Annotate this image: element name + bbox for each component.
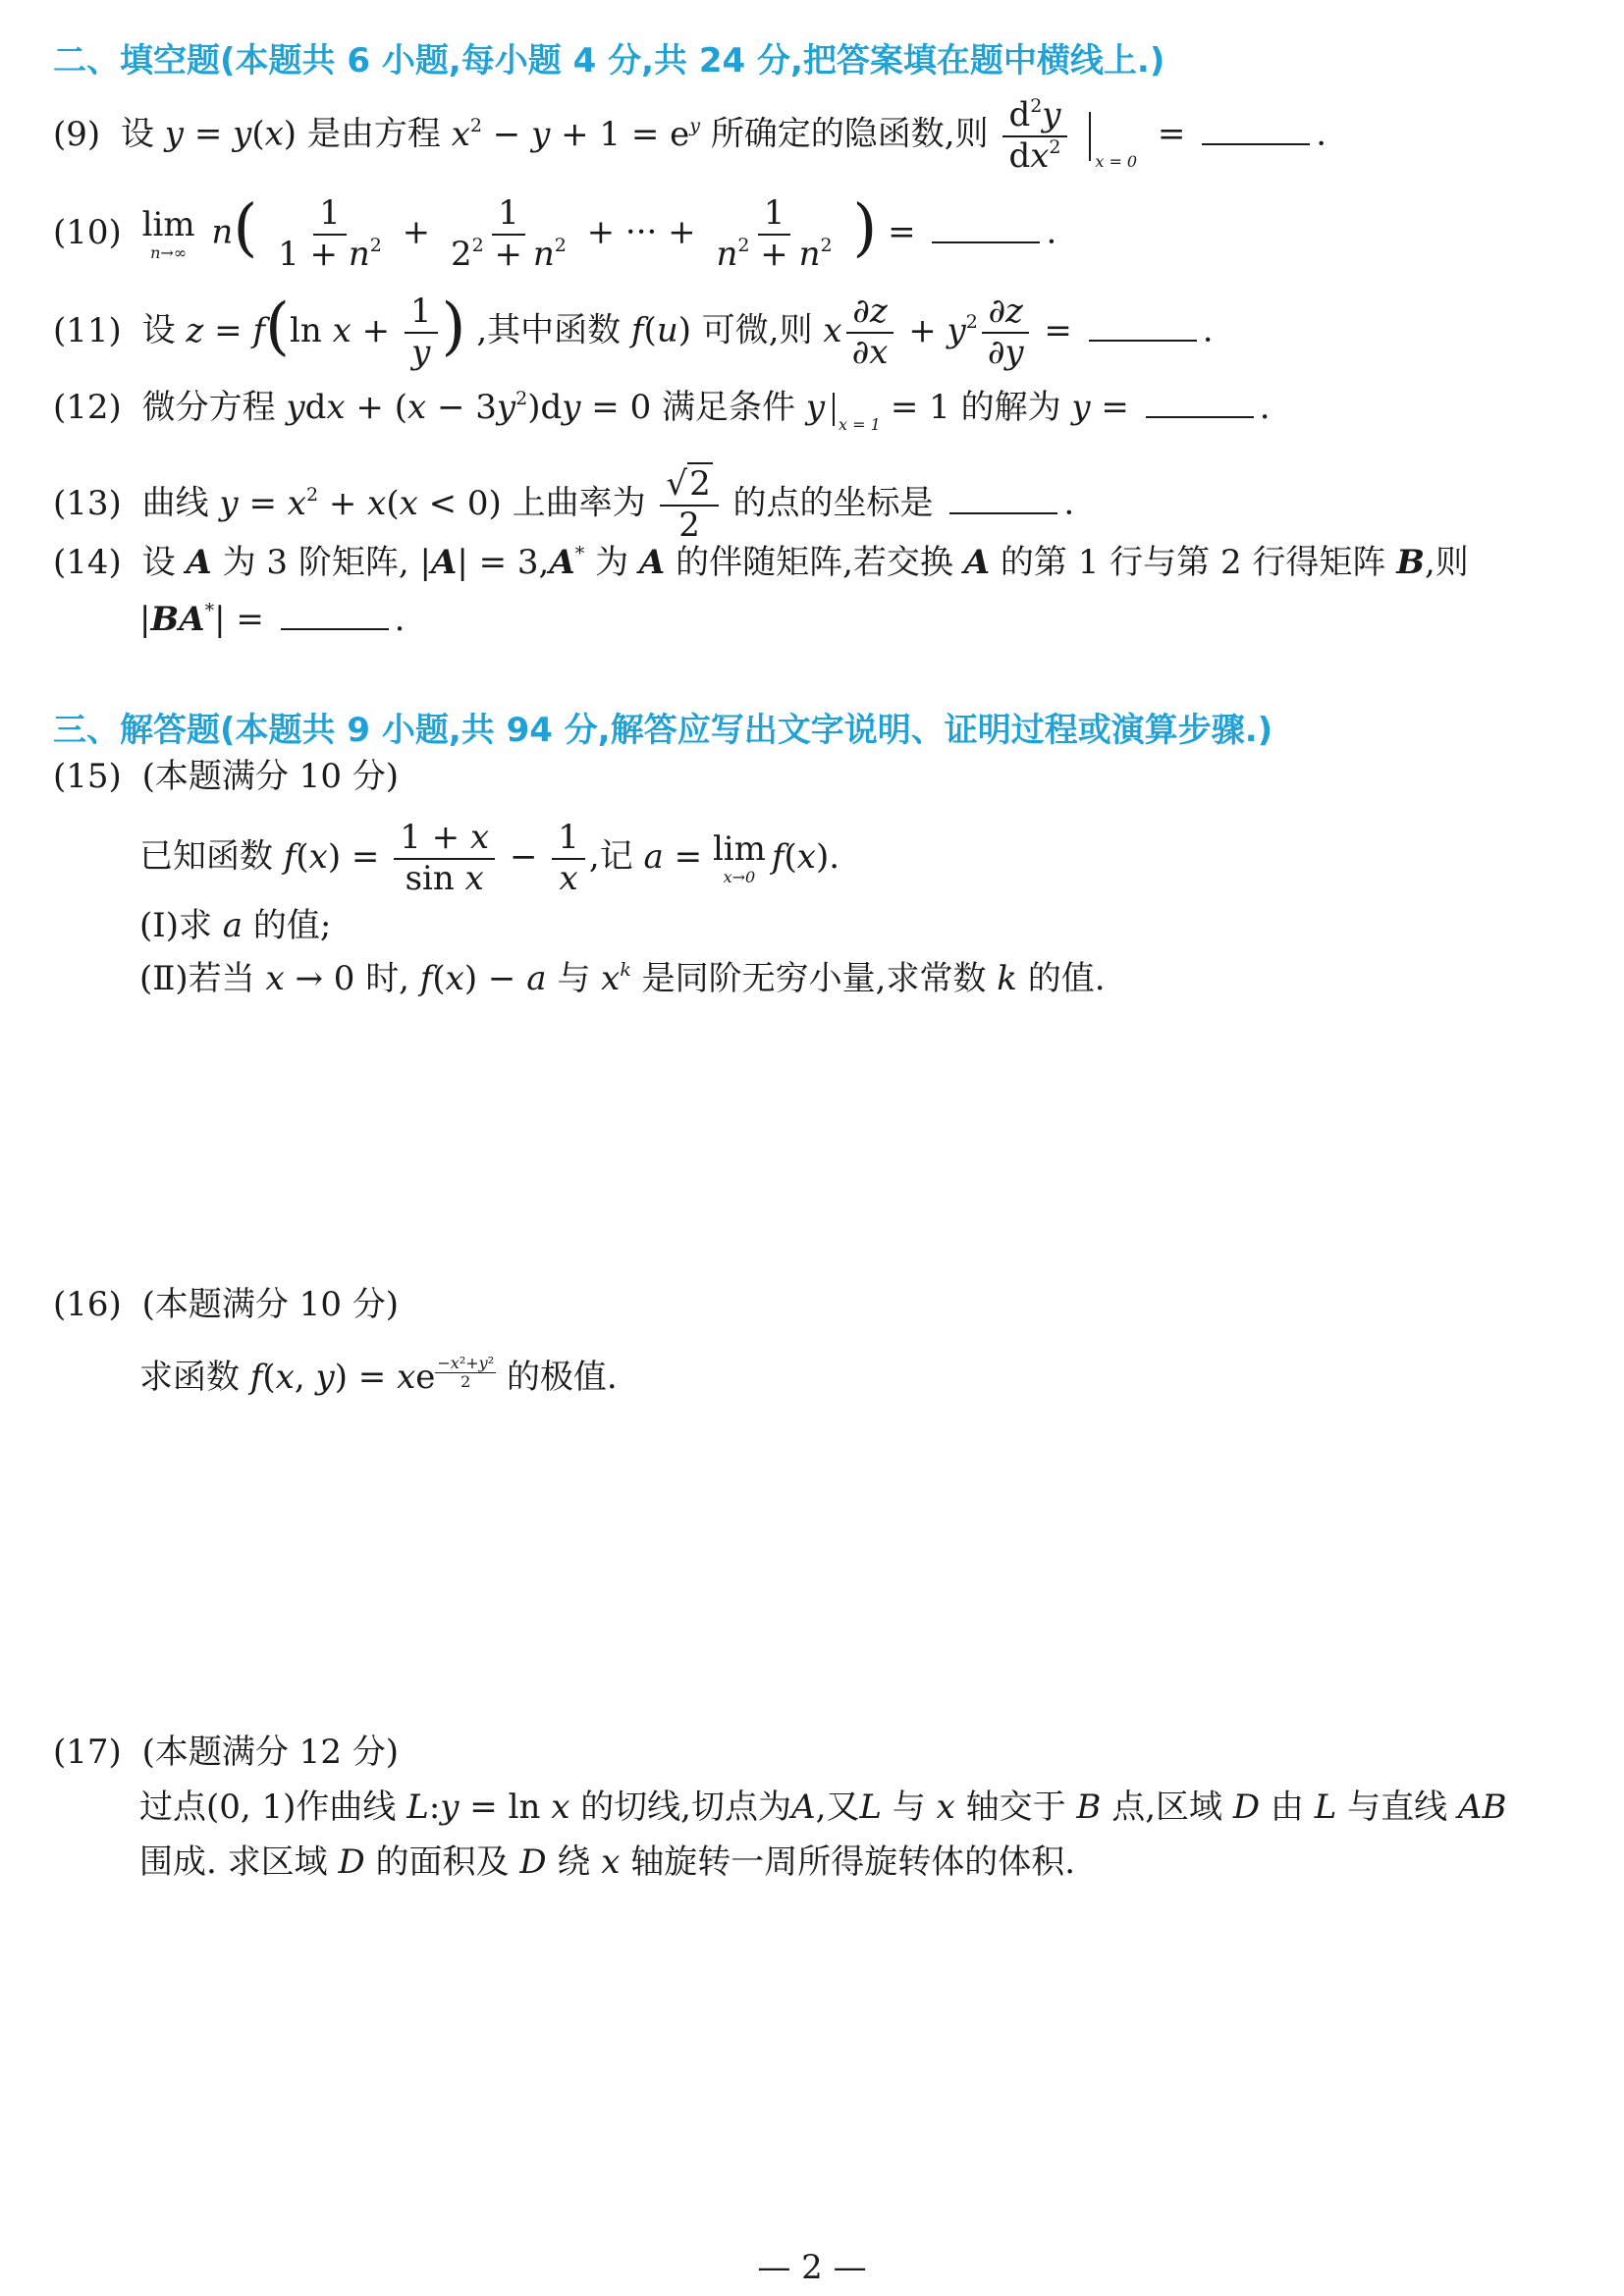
math: $x^2 - y + 1 = e^y$ [451, 114, 700, 154]
math: = 1 [890, 388, 961, 427]
evaluation-bar [833, 393, 835, 426]
math: f(x) = $\frac{1 + x}{\text{sin x}}$ − $\frac{1}{x}$ [284, 837, 589, 877]
question-17-line-1: 过点(0, 1)作曲线 L:y = ln x 的切线,切点为A,又L 与 x 轴交于 B 点,区域 D 由 L 与直线 AB [139, 1788, 1507, 1827]
question-number: (15) [53, 757, 122, 796]
math: f(x) − a [419, 959, 547, 998]
question-text: 的面积及 [375, 1842, 510, 1882]
fraction: $\frac{1}{1 + n^2}$ [278, 193, 382, 274]
question-text: 设 [141, 543, 176, 582]
score-note: (本题满分 12 分) [141, 1733, 400, 1772]
math: ydx + $(x - 3y^2)dy = 0$ [286, 388, 663, 427]
question-16-statement [139, 1354, 618, 1397]
equals: = [1157, 114, 1186, 154]
answer-blank[interactable] [1089, 312, 1197, 342]
answer-blank[interactable] [281, 601, 389, 630]
question-text: 的值; [252, 906, 332, 945]
question-text: ,又 [815, 1788, 860, 1827]
question-12 [53, 389, 1271, 433]
question-text: 求函数 [139, 1358, 240, 1397]
question-number: (16) [53, 1285, 122, 1324]
question-text: 轴旋转一周所得旋转体的体积. [630, 1842, 1076, 1882]
question-text: 由 [1270, 1788, 1304, 1827]
math: x $\frac{\partial z}{\partial x}$ + $y^2$ $\frac{\partial z}{\partial y}$ = [823, 292, 1072, 372]
question-15-statement [139, 818, 840, 898]
question-14-continued [139, 600, 406, 639]
math: $x^k$ [601, 959, 631, 998]
question-text: 时, [365, 959, 409, 998]
question-13 [53, 464, 1075, 545]
question-text: 轴交于 [965, 1788, 1066, 1827]
question-text: 微分方程 [141, 388, 276, 427]
answer-blank[interactable] [949, 485, 1057, 514]
answer-blank[interactable] [932, 214, 1040, 243]
question-text: 满足条件 [662, 388, 796, 427]
question-text: 已知函数 [139, 836, 273, 877]
question-text: 绕 [557, 1842, 591, 1882]
second-derivative-fraction: $\frac{d^2y}{dx^2}$ [1002, 98, 1066, 174]
question-number: (9) [53, 114, 101, 154]
period: . [1202, 310, 1214, 350]
score-note: (本题满分 10 分) [141, 1285, 400, 1324]
question-number: (10) [53, 212, 122, 252]
period: . [394, 600, 406, 639]
question-15-part-2: (Ⅱ)若当 x → 0 时, f(x) − a 与 $x^k$ 是同阶无穷小量,求常数 k 的值. [139, 959, 1106, 998]
question-text: 与 [892, 1788, 926, 1827]
question-text: 的点的坐标是 [732, 483, 934, 523]
question-text: 是同阶无穷小量,求常数 [641, 959, 987, 998]
question-text: (Ⅰ)求 [139, 906, 212, 945]
page-number: — 2 — [757, 2248, 867, 2287]
math: $y = x^2 + x(x < 0)$ [219, 483, 513, 523]
fraction: $\frac{1}{2^2 + n^2}$ [450, 193, 567, 274]
math: f(u) [630, 310, 702, 350]
question-9 [53, 95, 1327, 176]
fraction: $\frac{1}{n^2 + n^2}$ [716, 193, 833, 274]
question-text: 是由方程 [306, 114, 441, 154]
math: y = y(x) [164, 114, 307, 154]
math: a = lim x→0 f(x). [643, 828, 840, 886]
question-15-part-1: (Ⅰ)求 a 的值; [139, 906, 332, 945]
condition: x = 0 [1095, 151, 1138, 171]
answer-blank[interactable] [1202, 116, 1310, 145]
sqrt2-over-2: $\frac{√2}{2}$ [660, 467, 718, 543]
period: . [1259, 388, 1271, 427]
question-14: (14) 设 A 为 3 阶矩阵, |A| = 3,A* 为 A 的伴随矩阵,若交换 A 的第 1 行与第 2 行得矩阵 B,则 [53, 543, 1469, 582]
question-17-line-2: 围成. 求区域 D 的面积及 D 绕 x 轴旋转一周所得旋转体的体积. [139, 1842, 1076, 1882]
question-text: 的值. [1027, 959, 1106, 998]
question-text: 为 [595, 543, 629, 582]
question-text: 围成. 求区域 [139, 1842, 328, 1882]
question-text: ,记 [588, 836, 633, 877]
question-text: 为 3 阶矩阵, [222, 543, 409, 582]
question-text: 可微,则 [701, 310, 813, 350]
question-text: 过点(0, 1)作曲线 [139, 1788, 397, 1827]
evaluation-bar [1089, 112, 1091, 161]
math: |A| = 3,A* [419, 543, 585, 582]
question-text: 与直线 [1347, 1788, 1448, 1827]
question-17-header [53, 1733, 400, 1772]
limit-operator: lim n→∞ [141, 204, 195, 262]
section-title-fill-in: 二、填空题(本题共 6 小题,每小题 4 分,共 24 分,把答案填在题中横线上.) [53, 41, 1165, 80]
math: L:y = ln x [406, 1788, 570, 1827]
math: y [805, 388, 826, 427]
question-text: 的极值. [506, 1358, 618, 1397]
answer-blank[interactable] [1146, 389, 1254, 418]
question-15-header [53, 757, 400, 796]
question-number: (13) [53, 483, 122, 523]
question-number: (12) [53, 388, 122, 427]
question-number: (17) [53, 1733, 122, 1772]
question-11 [53, 290, 1214, 372]
question-text: ,则 [1424, 543, 1469, 582]
question-text: 的解为 [960, 388, 1061, 427]
question-text: ,其中函数 [476, 310, 622, 350]
score-note: (本题满分 10 分) [141, 757, 400, 796]
math: y = [1071, 388, 1129, 427]
question-text: 与 [557, 959, 591, 998]
period: . [1046, 212, 1057, 252]
question-text: 的切线,切点为 [580, 1788, 791, 1827]
question-text: 曲线 [141, 483, 209, 523]
question-text: 设 [120, 114, 154, 154]
math: z = f(ln x + $\frac{1}{y}$ ) [186, 290, 466, 372]
question-text: 的伴随矩阵,若交换 [676, 543, 953, 582]
condition: x = 1 [839, 415, 881, 434]
period: . [1063, 483, 1075, 523]
question-text: 所确定的隐函数,则 [710, 114, 989, 154]
period: . [1316, 114, 1327, 154]
math: |BA*| = [139, 600, 264, 639]
question-number: (11) [53, 310, 122, 350]
question-text: 设 [141, 310, 176, 350]
question-text: (Ⅱ)若当 [139, 959, 255, 998]
question-text: 点,区域 [1111, 1788, 1223, 1827]
section-title-solutions: 三、解答题(本题共 9 小题,共 94 分,解答应写出文字说明、证明过程或演算步骤.) [53, 711, 1273, 750]
question-10: (10) lim n→∞ n( $\frac{1}{1 + n^2}$ + $\frac{1}{2^2 + n^2}$ + ··· + $\frac{1}{n^2 + n^2}$ ) = . [53, 191, 1057, 274]
math: x → 0 [265, 959, 366, 998]
question-number: (14) [53, 543, 122, 582]
question-text: 上曲率为 [512, 483, 646, 523]
math: f(x, y) = xe $\frac{\text{−x²+y²}}{2}$ [249, 1354, 495, 1397]
question-text: 的第 1 行与第 2 行得矩阵 [1000, 543, 1386, 582]
question-16-header [53, 1285, 400, 1324]
